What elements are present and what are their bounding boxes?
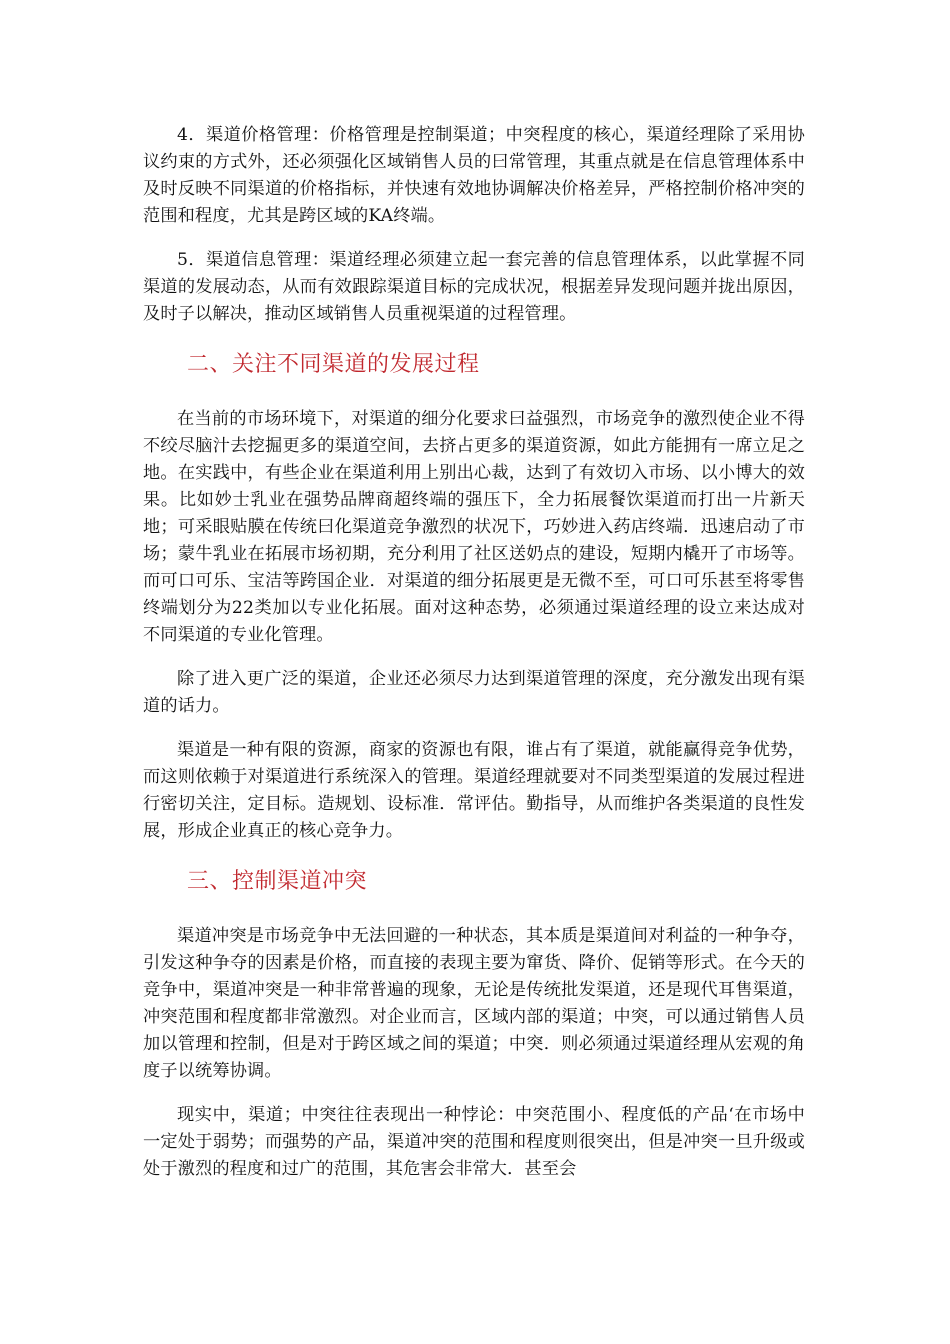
section-heading-development: 二、关注不同渠道的发展过程	[187, 352, 480, 377]
paragraph-limited-resource: 渠道是一种有限的资源，商家的资源也有限，谁占有了渠道，就能赢得竞争优势，而这则依赖于对渠道进行系统深入的管理。渠道经理就要对不同类型渠道的发展过程进行密切关注，定目标。造规划、设标准．常评估。勤指导，从而维护各类渠道的良性发展，形成企业真正的核心竞争力。	[143, 740, 805, 841]
paragraph-conflict-paradox: 现实中，渠道；中突往往表现出一种悖论：中突范围小、程度低的产品‘在市场中一定处于弱势；而强势的产品，渠道冲突的范围和程度则很突出，但是冲突一旦升级或处于激烈的程度和过广的范围，其危害会非常大．甚至会	[143, 1105, 805, 1179]
paragraph-channel-depth: 除了进入更广泛的渠道，企业还必须尽力达到渠道管理的深度，充分激发出现有渠道的话力。	[143, 669, 805, 716]
paragraph-channel-conflict: 渠道冲突是市场竞争中无法回避的一种状态，其本质是渠道间对利益的一种争夺，引发这种争夺的因素是价格，而直接的表现主要为窜货、降价、促销等形式。在今天的竞争中，渠道冲突是一种非常普遍的现象，无论是传统批发渠道，还是现代耳售渠道，冲突范围和程度都非常激烈。对企业而言，区域内部的渠道；中突，可以通过销售人员加以管理和控制，但是对于跨区域之间的渠道；中突．则必须通过渠道经理从宏观的角度子以统筹协调。	[143, 926, 805, 1081]
paragraph-market-environment: 在当前的市场环境下，对渠道的细分化要求曰益强烈，市场竞争的激烈使企业不得不绞尽脑汁去挖掘更多的渠道空间，去挤占更多的渠道资源，如此方能拥有一席立足之地。在实践中，有些企业在渠道利用上别出心裁，达到了有效切入市场、以小博大的效果。比如妙士乳业在强势品牌商超终端的强压下，全力拓展餐饮渠道而打出一片新天地；可采眼贴膜在传统曰化渠道竞争激烈的状况下，巧妙进入药店终端．迅速启动了市场；蒙牛乳业在拓展市场初期，充分利用了社区送奶点的建设，短期内橇开了市场等。而可口可乐、宝洁等跨国企业．对渠道的细分拓展更是无微不至，可口可乐甚至将零售终端划分为22类加以专业化拓展。面对这种态势，必须通过渠道经理的设立来达成对不同渠道的专业化管理。	[143, 409, 805, 645]
paragraph-price-management: 4．渠道价格管理：价格管理是控制渠道；中突程度的核心，渠道经理除了采用协议约束的方式外，还必须强化区域销售人员的曰常管理，其重点就是在信息管理体系中及时反映不同渠道的价格指标，并快速有效地协调解决价格差异，严格控制价格冲突的范围和程度，尤其是跨区域的KA终端。	[143, 125, 805, 226]
section-heading-conflict: 三、控制渠道冲突	[187, 869, 368, 894]
document-body	[143, 122, 805, 1183]
paragraph-info-management: 5．渠道信息管理：渠道经理必须建立起一套完善的信息管理体系，以此掌握不同渠道的发展动态，从而有效跟踪渠道目标的完成状况，根据差异发现问题并拢出原因，及时子以解决，推动区域销售人员重视渠道的过程管理。	[143, 250, 805, 324]
